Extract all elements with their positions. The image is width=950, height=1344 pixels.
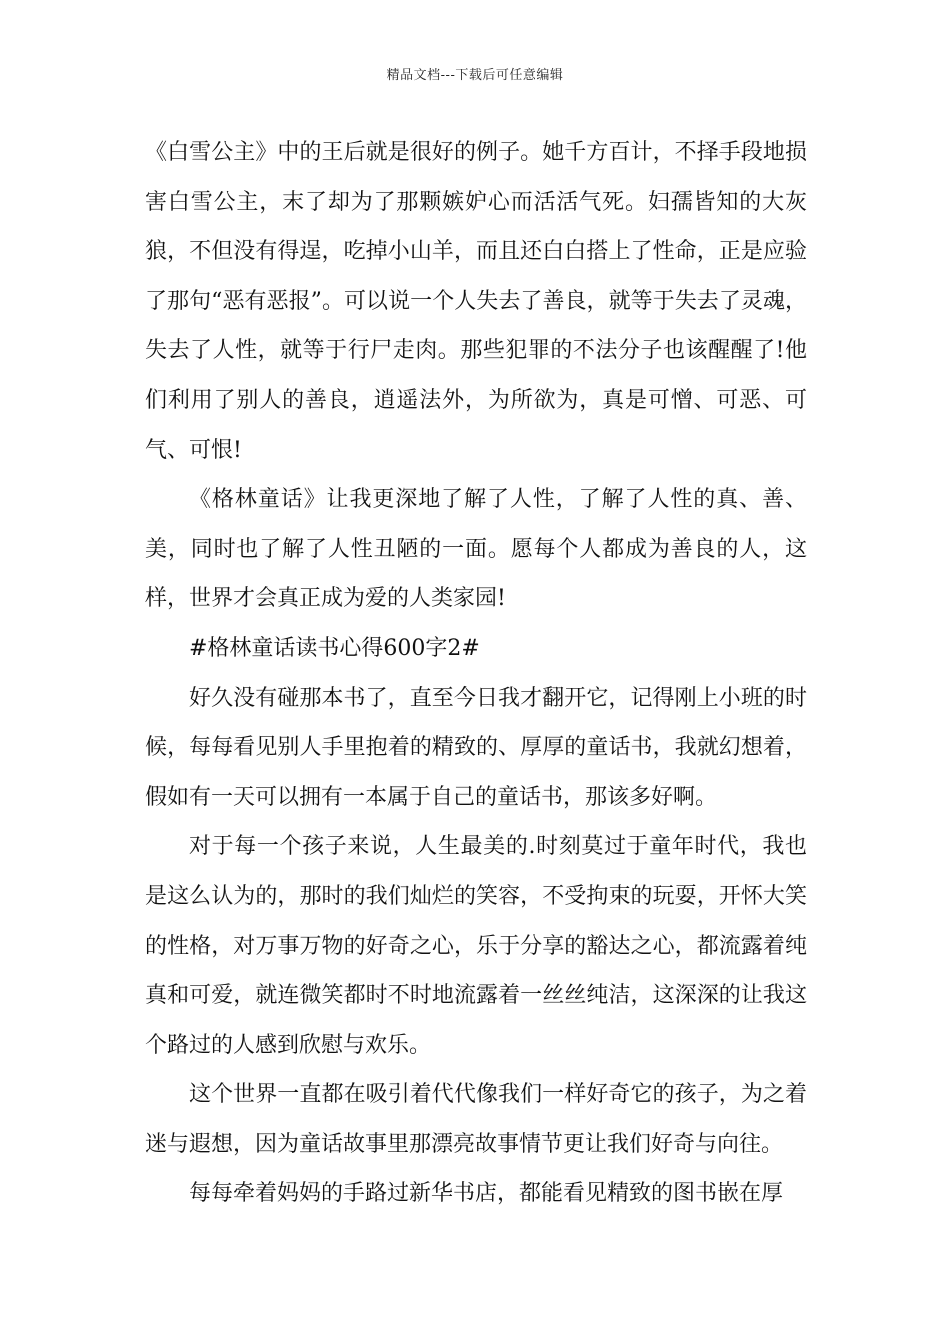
paragraph-world-curiosity: 这个世界一直都在吸引着代代像我们一样好奇它的孩子，为之着迷与遐想，因为童话故事里那漂亮故事情节更让我们好奇与向往。	[145, 1082, 807, 1157]
paragraph-grimm-humanity: 《格林童话》让我更深地了解了人性，了解了人性的真、善、美，同时也了解了人性丑陋的一面。愿每个人都成为善良的人，这样，世界才会真正成为爱的人类家园!	[145, 487, 807, 612]
paragraph-bookstore: 每每牵着妈妈的手路过新华书店，都能看见精致的图书嵌在厚	[189, 1181, 784, 1207]
paragraph-snow-white: 《白雪公主》中的王后就是很好的例子。她千方百计，不择手段地损害白雪公主，末了却为了那颗嫉妒心而活活气死。妇孺皆知的大灰狼，不但没有得逞，吃掉小山羊，而且还白白搭上了性命，正是应验了那句“恶有恶报”。可以说一个人失去了善良，就等于失去了灵魂，失去了人性，就等于行尸走肉。那些犯罪的不法分子也该醒醒了!他们利用了别人的善良，逍遥法外，为所欲为，真是可憎、可恶、可气、可恨!	[145, 140, 807, 463]
page-header: 精品文档---下载后可任意编辑	[386, 68, 564, 83]
paragraph-childhood: 对于每一个孩子来说，人生最美的.时刻莫过于童年时代，我也是这么认为的，那时的我们灿烂的笑容，不受拘束的玩耍，开怀大笑的性格，对万事万物的好奇之心，乐于分享的豁达之心，都流露着纯真和可爱，就连微笑都时不时地流露着一丝丝纯洁，这深深的让我这个路过的人感到欣慰与欢乐。	[145, 834, 807, 1058]
document-body	[145, 128, 807, 1219]
paragraph-storybook-wish: 好久没有碰那本书了，直至今日我才翻开它，记得刚上小班的时候，每每看见别人手里抱着的精致的、厚厚的童话书，我就幻想着，假如有一天可以拥有一本属于自己的童话书，那该多好啊。	[145, 685, 807, 810]
section-heading: #格林童话读书心得600字2#	[189, 635, 480, 661]
